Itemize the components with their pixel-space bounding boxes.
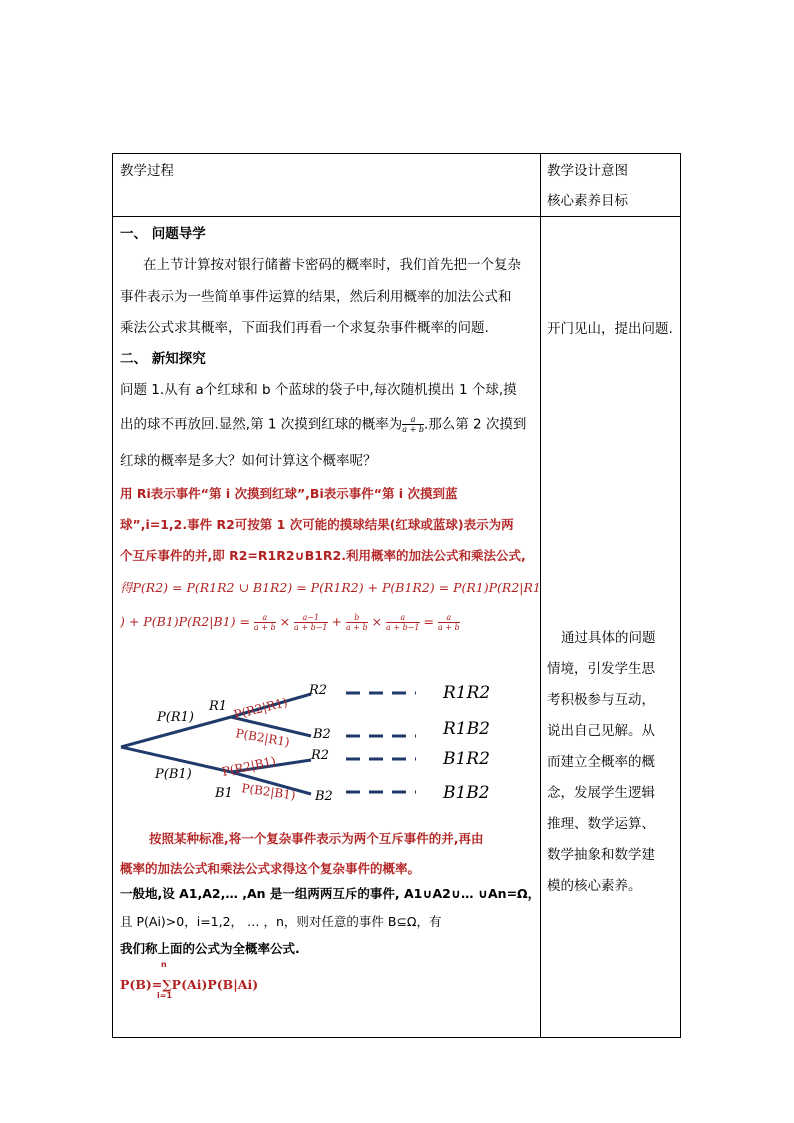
section1-para-line1: 在上节计算按对银行储蓄卡密码的概率时，我们首先把一个复杂	[143, 257, 521, 273]
intent-2-line: 而建立全概率的概	[547, 754, 655, 770]
cond-b2-given-r1: P(B2|R1)	[234, 726, 291, 750]
label-p-r1: P(R1)	[157, 710, 194, 725]
formula-upper: n	[161, 960, 167, 969]
fraction-num: a	[402, 415, 424, 425]
question1-line2-tail: .那么第 2 次摸到	[423, 416, 527, 433]
label-p-b1: P(B1)	[155, 767, 192, 782]
question1-line2	[120, 415, 526, 434]
solution-line3: 个互斥事件的并,即 R2=R1R2∪B1R2.利用概率的加法公式和乘法公式,	[120, 548, 526, 563]
result-r1r2: R1R2	[443, 683, 491, 703]
header-divider	[113, 216, 680, 217]
intent-1: 开门见山，提出问题.	[547, 321, 673, 337]
summary-line2: 概率的加法公式和乘法公式求得这个复杂事件的概率。	[120, 861, 421, 876]
node-b1: B1	[215, 786, 233, 801]
intent-2-line: 考积极参与互动，	[547, 692, 655, 708]
frac3-den: a + b	[345, 623, 368, 632]
frac5-den: a + b	[437, 623, 460, 632]
frac5-num: a	[438, 613, 460, 623]
solution-line4: 得P(R2) = P(R1R2 ∪ B1R2) = P(R1R2) + P(B1R2) = P(R1)P(R2|R1	[120, 580, 541, 595]
leaf-b2-top: B2	[313, 727, 331, 742]
intent-2-line: 通过具体的问题	[561, 630, 656, 646]
frac4-num: a	[386, 613, 419, 623]
lesson-table	[112, 153, 681, 1038]
frac1	[254, 613, 276, 632]
header-goal: 核心素养目标	[547, 193, 628, 209]
intent-2-line: 说出自己见解。从	[547, 723, 655, 739]
frac3	[346, 613, 368, 632]
question1-line2-text: 出的球不再放回.显然,第 1 次摸到红球的概率为	[120, 416, 403, 433]
result-b1b2: B1B2	[443, 783, 490, 803]
general-line3: 我们称上面的公式为全概率公式.	[120, 941, 300, 956]
cond-b2-given-b1: P(B2|B1)	[240, 781, 297, 803]
fraction-a-over-ab	[402, 415, 424, 434]
solution-line5: ) + P(B1)P(R2|B1) = $\frac{a}{a + b}$ × $\frac{a-1}{a + b-1}$ + $\frac{b}{a + b}$ × $\frac{a}{a + b-1}$ = $\frac{a}{a + b}$	[120, 613, 460, 632]
total-probability-formula: P(B)=∑P(Ai)P(B|Ai)	[120, 977, 259, 992]
frac2-num: a−1	[294, 613, 327, 623]
leaf-b2-bottom: B2	[315, 789, 333, 804]
intent-2-line: 情境，引发学生思	[547, 661, 655, 677]
intent-2-line: 模的核心素养。	[547, 878, 642, 894]
frac5	[438, 613, 460, 632]
solution-line1: 用 Ri表示事件“第 i 次摸到红球”,Bi表示事件“第 i 次摸到蓝	[120, 486, 458, 501]
header-intent: 教学设计意图	[547, 163, 628, 179]
intent-2-line: 数学抽象和数学建	[547, 847, 655, 863]
leaf-r2-top: R2	[309, 683, 328, 698]
cond-r2-given-r1: P(R2|R1)	[232, 695, 289, 722]
intent-2-line: 推理、数学运算、	[547, 816, 655, 832]
section1-title: 一、 问题导学	[120, 226, 206, 242]
frac4	[386, 613, 419, 632]
summary-line1: 按照某种标准,将一个复杂事件表示为两个互斥事件的并,再由	[149, 831, 484, 846]
section2-title: 二、 新知探究	[120, 351, 206, 367]
header-process: 教学过程	[120, 163, 174, 179]
formula-lower: i=1	[157, 991, 173, 1000]
intent-2	[547, 623, 675, 902]
leaf-r2-bottom: R2	[311, 748, 330, 763]
frac2	[294, 613, 327, 632]
result-r1b2: R1B2	[443, 719, 490, 739]
solution-line5-text: ) + P(B1)P(R2|B1) =	[120, 614, 250, 629]
general-line1: 一般地,设 A1,A2,… ,An 是一组两两互斥的事件, A1∪A2∪… ∪An=Ω，	[120, 886, 541, 901]
fraction-den: a + b	[402, 425, 424, 434]
result-b1r2: B1R2	[443, 749, 490, 769]
intent-2-line: 念，发展学生逻辑	[547, 785, 655, 801]
tree-dashes	[346, 693, 416, 792]
general-line2: 且 P(Ai)>0，i=1,2， … ，n，则对任意的事件 B⊆Ω，有	[120, 914, 442, 929]
frac1-den: a + b	[253, 623, 276, 632]
solution-line2: 球”,i=1,2.事件 R2可按第 1 次可能的摸球结果(红球或蓝球)表示为两	[120, 517, 514, 532]
question1-line3: 红球的概率是多大？如何计算这个概率呢？	[120, 453, 377, 469]
frac1-num: a	[254, 613, 276, 623]
section1-para-line3: 乘法公式求其概率，下面我们再看一个求复杂事件概率的问题.	[120, 320, 489, 336]
frac4-den: a + b−1	[386, 623, 420, 632]
probability-tree	[113, 674, 533, 824]
question1-line1: 问题 1.从有 a个红球和 b 个蓝球的袋子中,每次随机摸出 1 个球,摸	[120, 382, 517, 398]
frac3-num: b	[346, 613, 368, 623]
frac2-den: a + b−1	[294, 623, 328, 632]
node-r1: R1	[209, 699, 228, 714]
section1-para-line2: 事件表示为一些简单事件运算的结果，然后利用概率的加法公式和	[120, 289, 512, 305]
cond-r2-given-b1: P(R2|B1)	[220, 753, 278, 779]
